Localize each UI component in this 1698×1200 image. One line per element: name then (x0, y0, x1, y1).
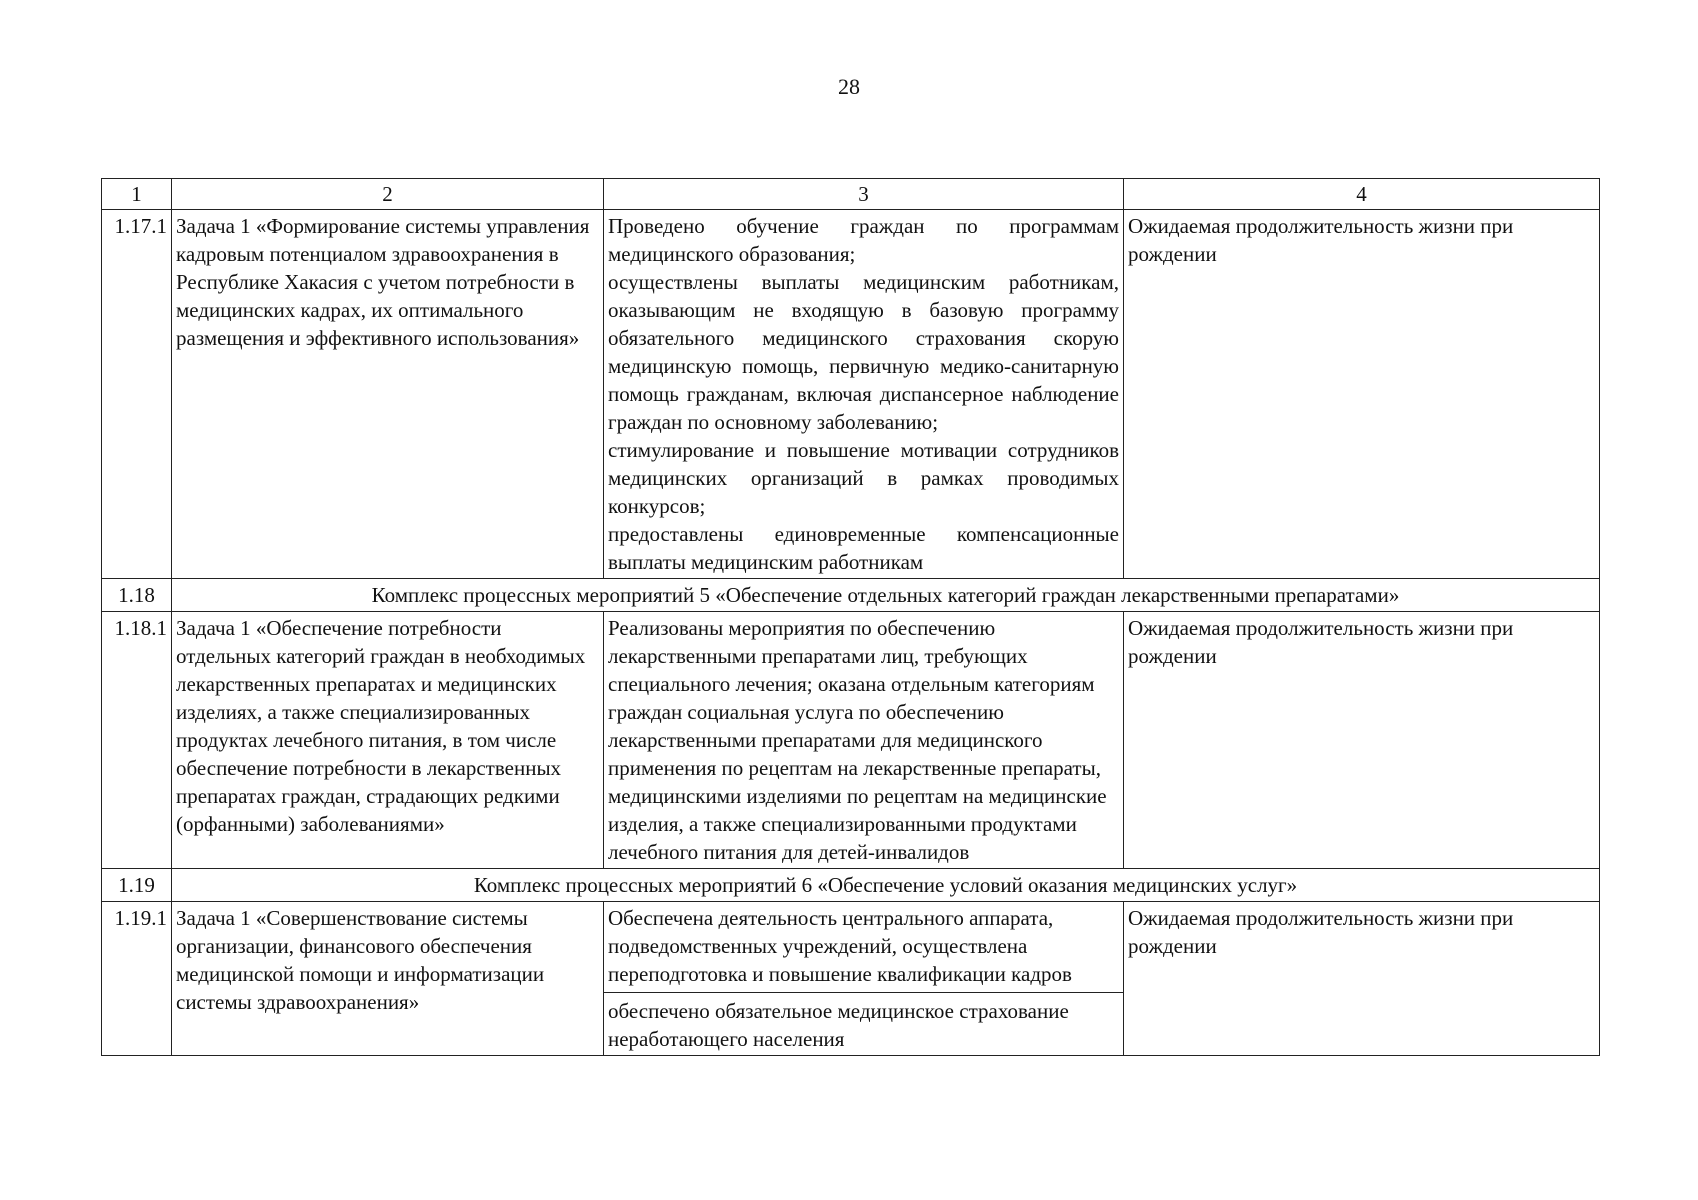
page-number: 28 (838, 74, 860, 99)
result-item: Обеспечена деятельность центрального аппарата, подведомственных учреждений, осуществлена переподготовка и повышение квалификации кадров (608, 906, 1072, 986)
result-item: стимулирование и повышение мотивации сотрудников медицинских организаций в рамках проводимых конкурсов; (608, 438, 1119, 518)
result-item: обеспечено обязательное медицинское страхование неработающего населения (604, 992, 1123, 1053)
indicator-cell: Ожидаемая продолжительность жизни при рождении (1124, 612, 1600, 869)
task-cell: Задача 1 «Обеспечение потребности отдельных категорий граждан в необходимых лекарственных препаратах и медицинских изделиях, а также специализированных продуктах лечебного питания, в том числе обеспечение потребности в лекарственных препаратах граждан, страдающих редкими (орфанными) заболеваниями» (172, 612, 604, 869)
indicator-cell: Ожидаемая продолжительность жизни при рождении (1124, 210, 1600, 579)
results-cell (604, 612, 1124, 869)
section-number: 1.18 (102, 579, 172, 612)
table-row (102, 210, 1600, 579)
row-number: 1.18.1 (102, 612, 172, 869)
result-item: Реализованы мероприятия по обеспечению лекарственными препаратами лиц, требующих специального лечения; оказана отдельным категориям граждан социальная услуга по обеспечению лекарственными препаратами для медицинского применения по рецептам на лекарственные препараты, медицинскими изделиями по рецептам на медицинские изделия, а также специализированными продуктами лечебного питания для детей-инвалидов (608, 616, 1107, 864)
column-header-3: 3 (604, 179, 1124, 210)
results-cell (604, 902, 1124, 1056)
indicator-cell: Ожидаемая продолжительность жизни при рождении (1124, 902, 1600, 1056)
table-row (102, 612, 1600, 869)
task-cell: Задача 1 «Формирование системы управления кадровым потенциалом здравоохранения в Республике Хакасия с учетом потребности в медицинских кадрах, их оптимального размещения и эффективного использования» (172, 210, 604, 579)
table-row (102, 902, 1600, 1056)
section-number: 1.19 (102, 869, 172, 902)
section-row (102, 579, 1600, 612)
row-number: 1.19.1 (102, 902, 172, 1056)
results-cell (604, 210, 1124, 579)
column-header-1: 1 (102, 179, 172, 210)
result-item: Проведено обучение граждан по программам медицинского образования; (608, 214, 1119, 266)
column-header-2: 2 (172, 179, 604, 210)
column-header-4: 4 (1124, 179, 1600, 210)
result-item: осуществлены выплаты медицинским работникам, оказывающим не входящую в базовую программу обязательного медицинского страхования скорую медицинскую помощь, первичную медико-санитарную помощь гражданам, включая диспансерное наблюдение граждан по основному заболеванию; (608, 270, 1119, 434)
result-item: предоставлены единовременные компенсационные выплаты медицинским работникам (608, 522, 1119, 574)
section-row (102, 869, 1600, 902)
row-number: 1.17.1 (102, 210, 172, 579)
table-header-row (102, 179, 1600, 210)
measures-table (101, 178, 1600, 1056)
section-title: Комплекс процессных мероприятий 5 «Обеспечение отдельных категорий граждан лекарственными препаратами» (172, 579, 1600, 612)
task-cell: Задача 1 «Совершенствование системы организации, финансового обеспечения медицинской помощи и информатизации системы здравоохранения» (172, 902, 604, 1056)
section-title: Комплекс процессных мероприятий 6 «Обеспечение условий оказания медицинских услуг» (172, 869, 1600, 902)
